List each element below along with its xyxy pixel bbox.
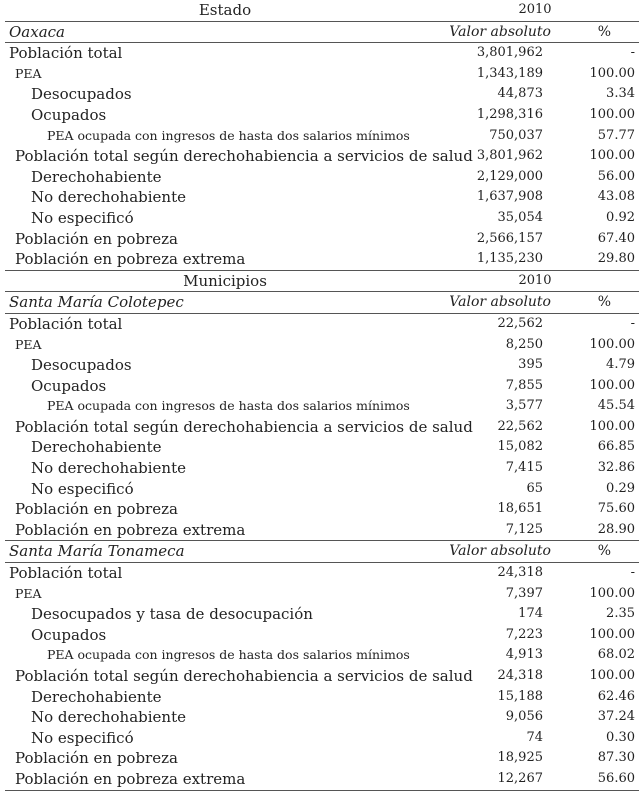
table-row <box>5 707 639 728</box>
row-abs: 174 <box>518 606 543 622</box>
row-label: PEA <box>15 585 42 601</box>
row-label: Derechohabiente <box>31 438 162 457</box>
row-abs: 7,223 <box>505 626 543 642</box>
municipios-header-row <box>5 270 639 293</box>
table-row <box>5 458 639 479</box>
col-abs-header: Valor absoluto <box>449 543 551 560</box>
row-label: Población en pobreza <box>15 749 178 768</box>
table-row <box>5 479 639 500</box>
row-pct: 37.24 <box>597 709 635 725</box>
row-abs: 7,855 <box>505 377 543 393</box>
state-header-year: 2010 <box>518 2 552 17</box>
table-row <box>5 355 639 376</box>
row-abs: 1,135,230 <box>476 251 543 267</box>
row-label: Población total <box>9 44 123 63</box>
row-abs: 35,054 <box>497 209 543 225</box>
row-label: Ocupados <box>31 105 107 124</box>
row-pct: 28.90 <box>597 521 635 537</box>
table-row <box>5 84 639 105</box>
row-pct: - <box>630 45 635 61</box>
row-pct: 0.29 <box>606 480 635 496</box>
block-subheader <box>5 292 639 314</box>
table-row <box>5 229 639 250</box>
municipios-header-year: 2010 <box>518 272 552 288</box>
row-abs: 74 <box>526 729 543 745</box>
row-label: PEA <box>15 65 42 81</box>
row-pct: 32.86 <box>597 460 635 476</box>
table-row <box>5 584 639 605</box>
table-row <box>5 187 639 208</box>
table-row <box>5 105 639 126</box>
row-abs: 12,267 <box>497 770 543 786</box>
row-label: Población en pobreza extrema <box>15 250 246 269</box>
row-label: PEA ocupada con ingresos de hasta dos salarios mínimos <box>47 127 410 143</box>
block-name: Santa María Tonameca <box>9 542 185 561</box>
row-label: Ocupados <box>31 625 107 644</box>
row-label: No especificó <box>31 208 134 227</box>
row-abs: 2,129,000 <box>476 168 543 184</box>
table-row <box>5 249 639 270</box>
table-row <box>5 146 639 167</box>
row-abs: 3,577 <box>505 398 543 414</box>
row-pct: 100.00 <box>589 585 635 601</box>
row-abs: 3,801,962 <box>476 148 543 164</box>
table-row <box>5 645 639 666</box>
block-subheader <box>5 22 639 44</box>
row-abs: 4,913 <box>505 647 543 663</box>
row-label: Derechohabiente <box>31 687 162 706</box>
row-pct: 3.34 <box>606 86 635 102</box>
row-pct: - <box>630 565 635 581</box>
municipios-header-label: Municipios <box>183 271 267 290</box>
row-abs: 2,566,157 <box>476 230 543 246</box>
row-pct: 57.77 <box>597 127 635 143</box>
row-pct: 100.00 <box>589 668 635 683</box>
row-abs: 1,298,316 <box>476 106 543 122</box>
row-abs: 15,188 <box>497 688 543 704</box>
row-abs: 8,250 <box>505 336 543 352</box>
table-row <box>5 64 639 85</box>
table-row <box>5 314 639 335</box>
row-label: Población total según derechohabiencia a servicios de salud <box>15 417 473 436</box>
table-row <box>5 396 639 417</box>
row-pct: 29.80 <box>597 251 635 267</box>
row-label: Derechohabiente <box>31 167 162 186</box>
row-pct: 100.00 <box>589 418 635 434</box>
row-pct: - <box>630 315 635 331</box>
row-label: Ocupados <box>31 376 107 395</box>
row-label: Población total <box>9 314 123 333</box>
row-label: Población en pobreza <box>15 229 178 248</box>
block-name: Oaxaca <box>9 22 65 41</box>
row-abs: 22,562 <box>497 418 543 434</box>
table-row <box>5 437 639 458</box>
row-pct: 100.00 <box>589 65 635 81</box>
row-abs: 24,318 <box>497 565 543 581</box>
row-pct: 56.60 <box>597 770 635 786</box>
row-pct: 0.92 <box>606 209 635 225</box>
row-label: Desocupados <box>31 85 132 104</box>
row-abs: 15,082 <box>497 439 543 455</box>
row-label: No especificó <box>31 728 134 747</box>
row-label: Población en pobreza extrema <box>15 769 246 788</box>
col-pct-header: % <box>597 23 611 40</box>
row-pct: 100.00 <box>589 336 635 352</box>
row-label: PEA <box>15 336 42 352</box>
row-pct: 66.85 <box>597 439 635 455</box>
row-pct: 62.46 <box>597 688 635 704</box>
row-pct: 68.02 <box>597 647 635 663</box>
row-abs: 44,873 <box>497 86 543 102</box>
row-pct: 87.30 <box>597 750 635 766</box>
table-row <box>5 604 639 625</box>
row-abs: 18,651 <box>497 501 543 517</box>
table-row <box>5 335 639 356</box>
row-label: Desocupados y tasa de desocupación <box>31 605 313 624</box>
col-abs-header: Valor absoluto <box>449 294 551 311</box>
col-abs-header: Valor absoluto <box>449 23 551 40</box>
row-abs: 1,637,908 <box>476 189 543 205</box>
table-row <box>5 728 639 749</box>
row-abs: 9,056 <box>505 709 543 725</box>
row-abs: 7,397 <box>505 585 543 601</box>
row-label: No derechohabiente <box>31 708 186 727</box>
data-table <box>5 0 639 791</box>
table-row <box>5 126 639 147</box>
row-pct: 100.00 <box>589 148 635 164</box>
table-row <box>5 167 639 188</box>
row-pct: 0.30 <box>606 729 635 745</box>
row-pct: 100.00 <box>589 106 635 122</box>
row-label: Población total <box>9 564 123 583</box>
row-abs: 22,562 <box>497 315 543 331</box>
row-pct: 4.79 <box>606 357 635 373</box>
row-label: Desocupados <box>31 356 132 375</box>
row-label: PEA ocupada con ingresos de hasta dos salarios mínimos <box>47 647 410 663</box>
table-row <box>5 769 639 791</box>
row-label: Población total según derechohabiencia a servicios de salud <box>15 667 473 685</box>
row-pct: 2.35 <box>606 606 635 622</box>
table-row <box>5 43 639 64</box>
row-label: No especificó <box>31 479 134 498</box>
row-abs: 395 <box>518 357 543 373</box>
table-row <box>5 687 639 708</box>
col-pct-header: % <box>597 543 611 560</box>
table-row <box>5 748 639 769</box>
row-abs: 3,801,962 <box>476 45 543 61</box>
row-pct: 67.40 <box>597 230 635 246</box>
block-subheader <box>5 541 639 563</box>
table-row <box>5 563 639 584</box>
row-label: Población en pobreza extrema <box>15 520 246 539</box>
row-pct: 43.08 <box>597 189 635 205</box>
table-row <box>5 499 639 520</box>
block-name: Santa María Colotepec <box>9 293 184 312</box>
row-abs: 750,037 <box>489 127 543 143</box>
row-pct: 100.00 <box>589 377 635 393</box>
col-pct-header: % <box>597 294 611 311</box>
table-row <box>5 666 639 687</box>
row-label: Población en pobreza <box>15 500 178 519</box>
table-row <box>5 625 639 646</box>
row-label: Población total según derechohabiencia a servicios de salud <box>15 147 473 166</box>
row-label: No derechohabiente <box>31 459 186 478</box>
table-row <box>5 520 639 542</box>
row-abs: 18,925 <box>497 750 543 766</box>
state-header-row <box>5 0 639 22</box>
row-pct: 100.00 <box>589 626 635 642</box>
state-header-label: Estado <box>198 1 252 19</box>
row-pct: 75.60 <box>597 501 635 517</box>
row-abs: 1,343,189 <box>476 65 543 81</box>
table-row <box>5 417 639 438</box>
row-pct: 45.54 <box>597 398 635 414</box>
row-abs: 7,415 <box>505 460 543 476</box>
table-row <box>5 376 639 397</box>
row-abs: 65 <box>526 480 543 496</box>
row-pct: 56.00 <box>597 168 635 184</box>
row-label: PEA ocupada con ingresos de hasta dos salarios mínimos <box>47 398 410 414</box>
row-label: No derechohabiente <box>31 188 186 207</box>
table-row <box>5 208 639 229</box>
row-abs: 7,125 <box>505 521 543 537</box>
row-abs: 24,318 <box>497 668 543 683</box>
